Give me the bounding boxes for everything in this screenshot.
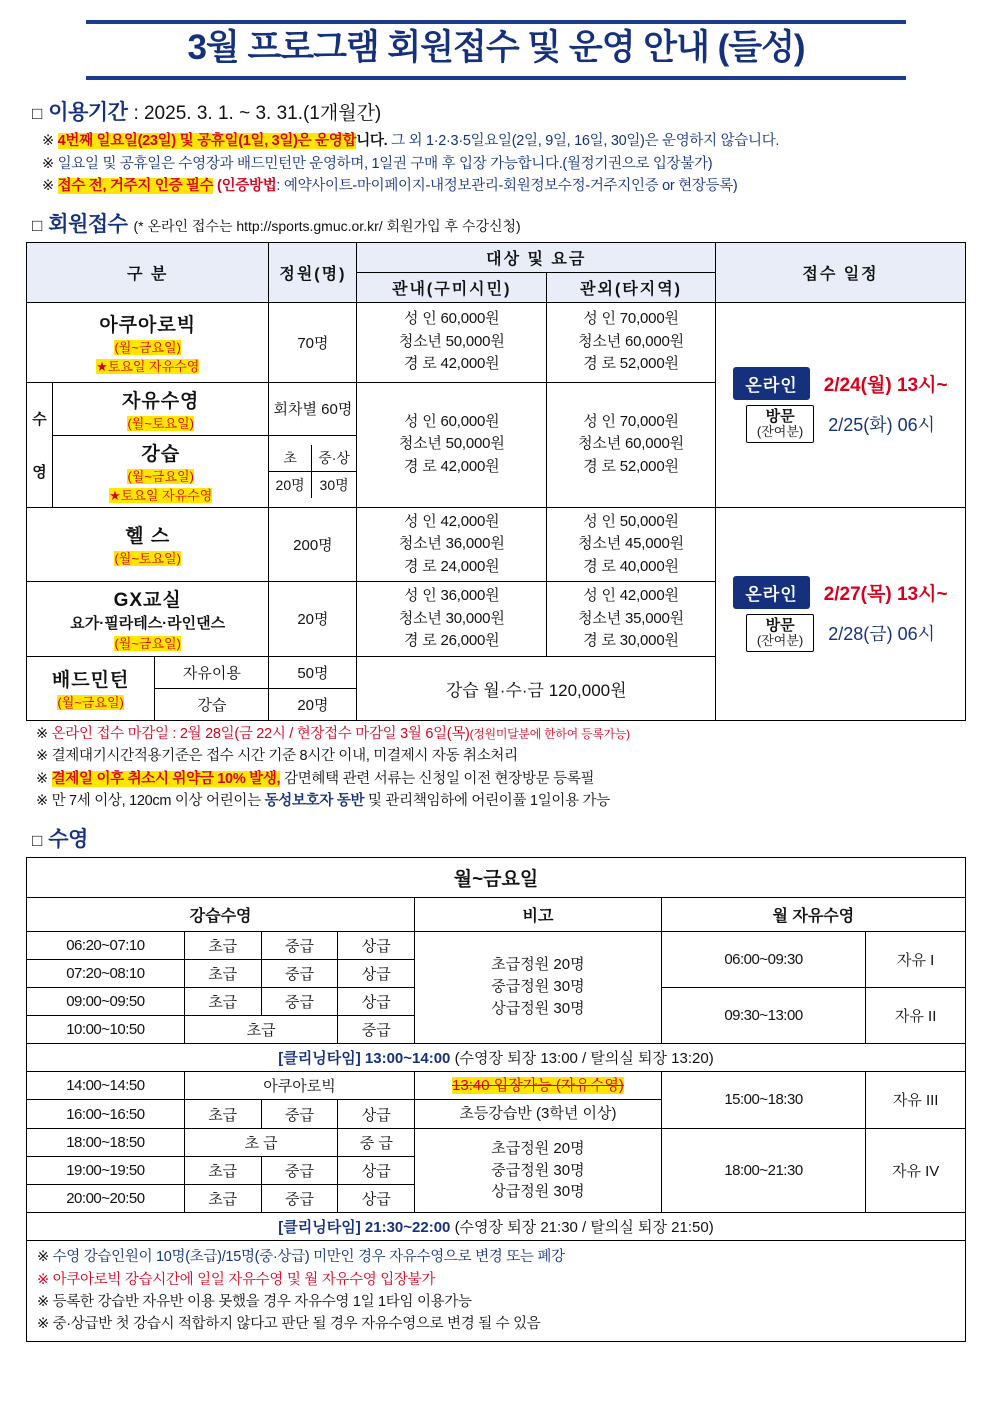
header-lesson: 강습수영 (27, 897, 415, 931)
note-text-red: (인증방법 (213, 178, 277, 195)
table-row (27, 1071, 966, 1100)
cell-badminton-type2: 강습 (155, 688, 269, 720)
cell-level: 초급 (184, 1015, 338, 1043)
cap-val-2: 30명 (319, 476, 349, 493)
cell-time: 14:00~14:50 (27, 1071, 185, 1100)
cell-time: 06:20~07:10 (27, 931, 185, 959)
note-item (36, 723, 966, 745)
vertical-char: 영 (32, 463, 47, 481)
note-mark: ※ (42, 178, 54, 195)
note-text: 중·상급반 첫 강습시 적합하지 않다고 판단 될 경우 자유수영으로 변경 될 수 있음 (52, 1316, 541, 1333)
table-header-row (27, 242, 966, 272)
note-text-red: 온라인 접수 마감일 : 2월 28일(금 22시 / 현장접수 마감일 3월 6일(목) (51, 725, 470, 742)
header-category: 구 분 (27, 242, 269, 302)
cell-cleaning-1 (27, 1043, 966, 1071)
remark-line: 초급정원 20명 (491, 956, 585, 974)
online-badge: 온라인 (733, 576, 809, 609)
cleaning-detail: (수영장 퇴장 21:30 / 탈의실 퇴장 21:50) (454, 1219, 714, 1237)
note-item (36, 768, 966, 790)
fee-line: 경 로 52,000원 (583, 457, 679, 475)
cell-free-label: 자유 III (866, 1071, 966, 1129)
note-mark: ※ (36, 748, 48, 765)
note-mark: ※ (36, 793, 48, 810)
cell-level: 상급 (338, 1100, 415, 1129)
cell-remark-3 (415, 1129, 662, 1213)
note-mark: ※ (37, 1249, 49, 1266)
cleaning-detail: (수영장 퇴장 13:00 / 탈의실 퇴장 13:20) (454, 1049, 714, 1067)
note-text: 만 7세 이상, 120cm 이상 어린이는 (51, 793, 265, 810)
cell-merged-aqua: 아쿠아로빅 (184, 1071, 414, 1100)
note-item (42, 153, 966, 175)
cell-capacity: 20명 (269, 688, 357, 720)
cell-fee-out (547, 507, 716, 582)
fee-line: 성 인 42,000원 (583, 587, 679, 605)
header-free: 월 자유수영 (661, 897, 965, 931)
cleaning-label: [클리닝타임] 21:30~22:00 (278, 1219, 451, 1237)
swim-caption: 월~금요일 (27, 857, 966, 897)
cell-time: 16:00~16:50 (27, 1100, 185, 1129)
fee-line: 청소년 50,000원 (398, 332, 505, 350)
cell-time: 19:00~19:50 (27, 1157, 185, 1185)
note-mark: ※ (36, 770, 48, 787)
cell-level: 초급 (184, 1100, 261, 1129)
cell-badminton-type1: 자유이용 (155, 656, 269, 688)
visit-label: 방문 (765, 407, 795, 425)
remark-line: 상급정원 30명 (491, 999, 585, 1017)
online-date: 2/27(목) 13시~ (823, 583, 948, 605)
cell-level: 중급 (261, 931, 338, 959)
cell-level: 중급 (261, 1157, 338, 1185)
fee-line: 청소년 35,000원 (578, 609, 684, 627)
cell-cleaning-2 (27, 1213, 966, 1241)
cell-time: 18:00~18:50 (27, 1129, 185, 1157)
cell-fee-in (357, 582, 547, 657)
category-name: 자유수영 (121, 390, 200, 412)
period-notes (42, 130, 966, 197)
cap-head-2: 중·상 (311, 445, 356, 472)
cell-free-time: 06:00~09:30 (661, 931, 866, 987)
section-heading-swim (32, 823, 966, 853)
cell-level: 초급 (184, 931, 261, 959)
fee-line: 경 로 30,000원 (583, 632, 679, 650)
fee-line: 성 인 50,000원 (583, 512, 679, 530)
table-row-cleaning (27, 1213, 966, 1241)
header-remark: 비고 (415, 897, 662, 931)
cleaning-label: [클리닝타임] 13:00~14:00 (278, 1049, 451, 1067)
cell-category-aqua (27, 302, 269, 382)
cell-time: 09:00~09:50 (27, 987, 185, 1015)
table-row-footnotes (27, 1241, 966, 1342)
cell-level: 상급 (338, 931, 415, 959)
remark-line: 상급정원 30명 (491, 1183, 585, 1201)
cell-free-time: 18:00~21:30 (661, 1129, 866, 1213)
cell-free-time: 09:30~13:00 (661, 987, 866, 1043)
note-highlight: 4번째 일요일(23일) 및 공휴일(1일, 3일)은 운영합 (57, 133, 357, 150)
category-name2: 요가·필라테스·라인댄스 (70, 615, 226, 633)
section-heading-period (32, 96, 966, 126)
category-sub1: (월~금요일) (114, 636, 181, 652)
category-sub1: (월~금요일) (127, 468, 194, 484)
category-name: 강습 (141, 443, 181, 465)
capacity-subtable (269, 445, 356, 498)
table-row-cleaning (27, 1043, 966, 1071)
visit-sub: (잔여분) (756, 632, 804, 648)
fee-table-head (27, 242, 966, 302)
cell-category-gx (27, 582, 269, 657)
fee-line: 성 인 70,000원 (583, 412, 679, 430)
section3-title: 수영 (48, 827, 88, 851)
section1-subtitle: : 2025. 3. 1. ~ 3. 31.(1개월간) (133, 103, 382, 125)
cap-val-1: 20명 (269, 471, 311, 498)
note-text: 일요일 및 공휴일은 수영장과 배드민턴만 운영하며, 1일권 구매 후 입장 가능합니다.(월정기권으로 입장불가) (57, 155, 713, 172)
section2-subtitle: (* 온라인 접수는 http://sports.gmuc.or.kr/ 회원가입 후 수강신청) (133, 217, 521, 234)
fee-line: 경 로 24,000원 (403, 557, 500, 575)
cell-level: 중급 (261, 959, 338, 987)
fee-line: 경 로 52,000원 (583, 355, 679, 373)
cell-level: 초급 (184, 1185, 261, 1213)
note-item (37, 1246, 955, 1268)
cell-fee-out (547, 382, 716, 507)
online-badge: 온라인 (733, 367, 809, 400)
cell-fee-in (357, 382, 547, 507)
fee-notes (36, 723, 966, 813)
table-row (27, 302, 966, 382)
remark-line: 중급정원 30명 (491, 1161, 585, 1179)
note-item (37, 1291, 955, 1313)
cap-head-1: 초 (269, 445, 311, 472)
fee-line: 경 로 42,000원 (403, 355, 500, 373)
note-text: 결제대기시간적용기준은 접수 시간 기준 8시간 이내, 미결제시 자동 취소처리 (51, 748, 518, 765)
section2-title: 회원접수 (48, 212, 128, 236)
category-sub2: ★토요일 자유수영 (96, 358, 200, 374)
cell-level: 초급 (184, 987, 261, 1015)
header-target-fee: 대상 및 요금 (357, 242, 716, 272)
header-out-city: 관외(타지역) (547, 272, 716, 302)
note-text-small: (정원미달분에 한하여 등록가능) (469, 726, 630, 741)
document-title-banner (86, 20, 906, 80)
note-mark: ※ (37, 1293, 49, 1310)
cell-fee-out (547, 302, 716, 382)
cell-badminton-fee: 강습 월·수·금 120,000원 (357, 656, 716, 720)
fee-line: 청소년 60,000원 (578, 435, 684, 453)
fee-line: 성 인 36,000원 (403, 587, 500, 605)
cell-level: 초급 (184, 959, 261, 987)
header-schedule: 접수 일정 (716, 242, 966, 302)
note-mark: ※ (42, 133, 54, 150)
cell-capacity: 200명 (269, 507, 357, 582)
fee-line: 청소년 50,000원 (398, 435, 505, 453)
cell-category-badminton (27, 656, 155, 720)
note-text-blue: 수영 강습인원이 10명(초급)/15명(중·상급) 미만인 경우 자유수영으로 변경 또는 폐강 (52, 1249, 565, 1266)
cell-level: 상급 (338, 987, 415, 1015)
cell-level: 상급 (338, 1185, 415, 1213)
fee-line: 청소년 45,000원 (578, 535, 684, 553)
swim-schedule-table (26, 857, 966, 1342)
note-item (37, 1269, 955, 1291)
cell-level: 중급 (261, 1100, 338, 1129)
cell-schedule-1 (716, 302, 966, 507)
cell-footnotes (27, 1241, 966, 1342)
cell-level: 중 급 (338, 1129, 415, 1157)
page-title: 3월 프로그램 회원접수 및 운영 안내 (들성) (187, 28, 805, 67)
note-text-red: 아쿠아로빅 강습시간에 일일 자유수영 및 월 자유수영 입장불가 (52, 1271, 436, 1288)
cell-time: 20:00~20:50 (27, 1185, 185, 1213)
fee-table-body (27, 302, 966, 720)
category-name: 헬 스 (125, 526, 171, 548)
schedule-visit-row (718, 614, 963, 652)
table-caption-row (27, 857, 966, 897)
fee-line: 청소년 60,000원 (578, 332, 684, 350)
checkbox-icon: □ (32, 104, 43, 124)
table-row (269, 471, 356, 498)
note-item (42, 130, 966, 152)
cell-free-label: 자유 I (866, 931, 966, 987)
cell-remark-1 (415, 931, 662, 1043)
header-in-city: 관내(구미시민) (357, 272, 547, 302)
note-mark: ※ (37, 1316, 49, 1333)
table-row (27, 1129, 966, 1157)
cell-level: 상급 (338, 1157, 415, 1185)
note-mark: ※ (37, 1271, 49, 1288)
cell-category-gym (27, 507, 269, 582)
cell-schedule-2 (716, 507, 966, 720)
cell-level: 중급 (261, 987, 338, 1015)
note-item (36, 745, 966, 767)
cell-free-label: 자유 II (866, 987, 966, 1043)
fee-line: 청소년 30,000원 (398, 609, 505, 627)
cell-capacity: 50명 (269, 656, 357, 688)
cell-capacity-split (269, 435, 357, 507)
note-highlight: 접수 전, 거주지 인증 필수 (57, 178, 214, 195)
section-heading-registration (32, 208, 966, 238)
table-row (269, 445, 356, 472)
fee-line: 경 로 26,000원 (403, 632, 500, 650)
note-item (42, 175, 966, 197)
remark-line: 초급정원 20명 (491, 1139, 585, 1157)
note-highlight: 결제일 이후 취소시 위약금 10% 발생, (51, 770, 281, 787)
note-mark: ※ (36, 725, 48, 742)
table-row (27, 507, 966, 582)
cell-fee-in (357, 507, 547, 582)
cell-capacity: 회차별 60명 (269, 382, 357, 435)
cell-capacity: 20명 (269, 582, 357, 657)
table-row (27, 931, 966, 959)
visit-badge (746, 405, 814, 443)
category-sub1: (월~토요일) (127, 415, 194, 431)
cell-level: 초 급 (184, 1129, 338, 1157)
cell-category-lesson (53, 435, 269, 507)
note-text: 등록한 강습반 자유반 이용 못했을 경우 자유수영 1일 1타임 이용가능 (52, 1293, 472, 1310)
category-name: 아쿠아로빅 (99, 314, 197, 336)
note-text: 감면혜택 관련 서류는 신청일 이전 현장방문 등록필 (280, 770, 595, 787)
note-text-blue: 동성보호자 동반 (264, 793, 365, 810)
fee-line: 경 로 42,000원 (403, 457, 500, 475)
visit-date: 2/25(화) 06시 (828, 414, 936, 435)
category-sub1: (월~금요일) (57, 695, 124, 711)
fee-line: 성 인 60,000원 (403, 310, 500, 328)
cell-remark-elementary: 초등강습반 (3학년 이상) (415, 1100, 662, 1129)
visit-badge (746, 614, 814, 652)
cell-level: 초급 (184, 1157, 261, 1185)
table-header-row (27, 897, 966, 931)
note-item (36, 790, 966, 812)
cell-category-free-swim (53, 382, 269, 435)
category-sub2: ★토요일 자유수영 (109, 487, 213, 503)
section1-title: 이용기간 (48, 101, 128, 125)
header-capacity: 정원(명) (269, 242, 357, 302)
fee-line: 성 인 70,000원 (583, 310, 679, 328)
cell-swim-vertical (27, 382, 53, 507)
schedule-online-row (718, 367, 963, 400)
cell-level: 중급 (338, 1015, 415, 1043)
checkbox-icon: □ (32, 215, 43, 235)
note-text: 니다. (356, 133, 388, 150)
fee-line: 경 로 40,000원 (583, 557, 679, 575)
cell-free-label: 자유 IV (866, 1129, 966, 1213)
cell-free-time: 15:00~18:30 (661, 1071, 866, 1129)
cell-level: 상급 (338, 959, 415, 987)
vertical-char: 수 (32, 410, 47, 428)
fee-line: 성 인 42,000원 (403, 512, 500, 530)
note-mark: ※ (42, 155, 54, 172)
fee-line: 청소년 36,000원 (398, 535, 505, 553)
visit-label: 방문 (765, 616, 795, 634)
note-item (37, 1313, 955, 1335)
schedule-visit-row (718, 405, 963, 443)
category-name: 배드민턴 (51, 670, 130, 692)
cell-time: 07:20~08:10 (27, 959, 185, 987)
cell-capacity: 70명 (269, 302, 357, 382)
remark-line: 중급정원 30명 (491, 978, 585, 996)
note-text-blue: 그 외 1·2·3·5일요일(2일, 9일, 16일, 30일)은 운영하지 않습니다. (387, 133, 780, 150)
cell-fee-in (357, 302, 547, 382)
visit-date: 2/28(금) 06시 (828, 623, 936, 644)
visit-sub: (잔여분) (756, 423, 804, 439)
category-sub1: (월~토요일) (114, 551, 181, 567)
category-sub1: (월~금요일) (114, 339, 181, 355)
cell-level: 중급 (261, 1185, 338, 1213)
fee-table (26, 242, 966, 721)
remark-highlight: 13:40 입장가능 (자유수영) (452, 1076, 624, 1094)
schedule-online-row (718, 576, 963, 609)
note-text-blue: : 예약사이트-마이페이지-내정보관리-회원정보수정-거주지인증 or 현장등록) (276, 178, 738, 195)
cell-remark-aqua (415, 1071, 662, 1100)
checkbox-icon: □ (32, 830, 43, 850)
cell-fee-out (547, 582, 716, 657)
online-date: 2/24(월) 13시~ (823, 374, 948, 396)
fee-line: 성 인 60,000원 (403, 412, 500, 430)
cell-time: 10:00~10:50 (27, 1015, 185, 1043)
note-text: 및 관리책임하에 어린이풀 1일이용 가능 (364, 793, 610, 810)
category-name: GX교실 (113, 590, 182, 612)
